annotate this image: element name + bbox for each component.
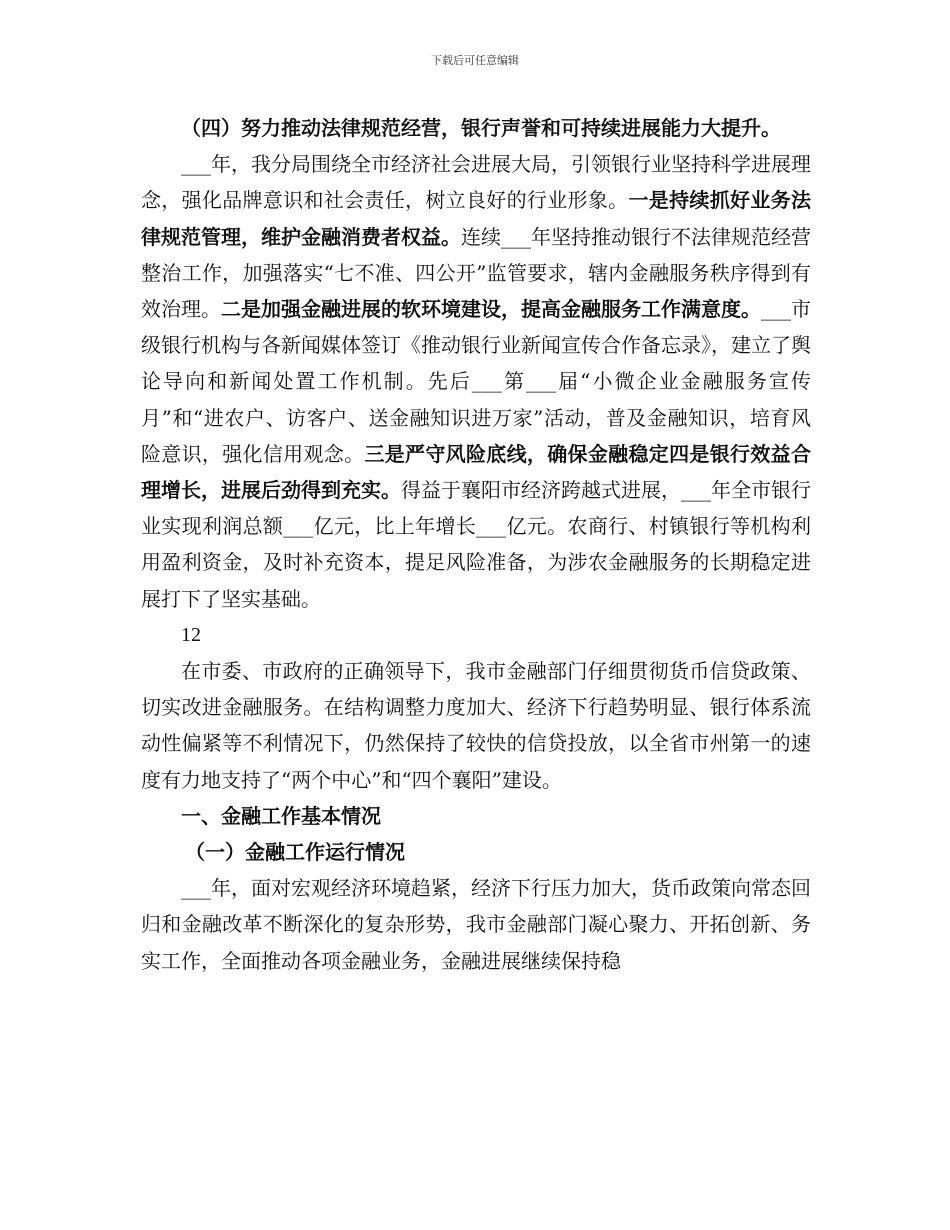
section-4-heading: （四）努力推动法律规范经营，银行声誉和可持续进展能力大提升。 <box>181 116 781 140</box>
point-one-bold: 一是持续抓好业务法律规范管理，维护金融消费者权益。 <box>141 188 811 249</box>
intro-paragraph: 在市委、市政府的正确领导下，我市金融部门仔细贯彻货币信贷政策、切实改进金融服务。在结构调整力度加大、经济下行趋势明显、银行体系流动性偏紧等不利情况下，仍然保持了较快的信贷投放，以全省市州第一的速度有力地支持了“两个中心”和“四个襄阳”建设。 <box>141 659 811 792</box>
header-note: 下载后可任意编辑 <box>431 54 519 67</box>
part-1-paragraph: ___年，面对宏观经济环境趋紧，经济下行压力加大，货币政策向常态回归和金融改革不断深化的复杂形势，我市金融部门凝心聚力、开拓创新、务实工作，全面推动各项金融业务，金融进展继续保持稳 <box>141 876 811 973</box>
part-1-heading: 一、金融工作基本情况 <box>181 803 381 828</box>
point-three-bold: 三是严守风险底线，确保金融稳定四是银行效益合理增长，进展后劲得到充实。 <box>141 441 811 503</box>
page-number: 12 <box>181 623 201 646</box>
section-4-paragraph <box>141 146 811 617</box>
paragraph-text: 得益于襄阳市经济跨越式进展，___年全市银行业实现利润总额___亿元，比上年增长___亿元。农商行、村镇银行等机构利用盈利资金，及时补充资本，提足风险准备，为涉农金融服务的长期稳定进展打下了坚实基础。 <box>141 478 811 611</box>
document-body <box>141 110 811 979</box>
part-1-subheading: （一）金融工作运行情况 <box>185 840 405 865</box>
paragraph-text: ___市级银行机构与各新闻媒体签订《推动银行业新闻宣传合作备忘录》，建立了舆论导向和新闻处置工作机制。先后___第___届“小微企业金融服务宣传月”和“进农户、访客户、送金融知识进万家”活动，普及金融知识，培育风险意识，强化信用观念。 <box>141 297 811 466</box>
paragraph-text: 连续___年坚持推动银行不法律规范经营整治工作，加强落实“七不准、四公开”监管要求，辖内金融服务秩序得到有效治理。 <box>141 224 811 322</box>
point-two-bold: 二是加强金融进展的软环境建设，提高金融服务工作满意度。 <box>221 297 761 322</box>
paragraph-text: ___年，我分局围绕全市经济社会进展大局，引领银行业坚持科学进展理念，强化品牌意识和社会责任，树立良好的行业形象。 <box>141 152 811 213</box>
